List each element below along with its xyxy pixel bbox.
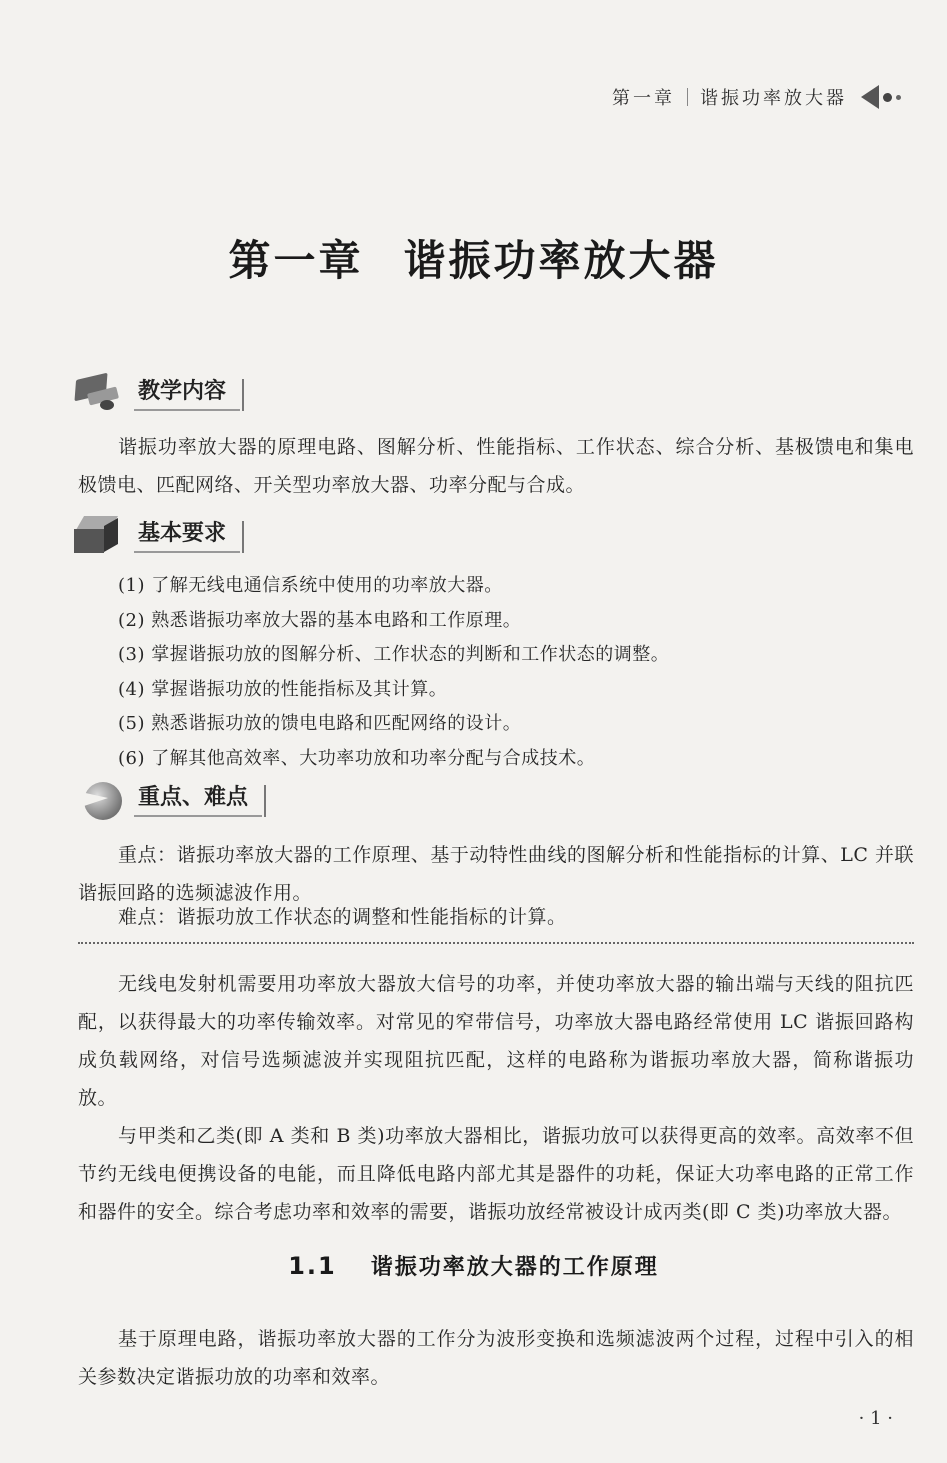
running-header-chapter: 第一章	[612, 88, 675, 109]
section-1-1-text: 基于原理电路，谐振功率放大器的工作分为波形变换和选频滤波两个过程，过程中引入的相关参数决定谐振功放的功率和效率。	[78, 1328, 914, 1388]
section-header-basic-requirements	[70, 510, 240, 560]
section-heading-1-1	[0, 1250, 947, 1281]
section-title: 谐振功率放大器的工作原理	[370, 1255, 659, 1280]
key-points-text: 重点：谐振功率放大器的工作原理、基于动特性曲线的图解分析和性能指标的计算、LC 并联谐振回路的选频滤波作用。	[78, 844, 914, 904]
list-item: (2) 熟悉谐振功率放大器的基本电路和工作原理。	[118, 609, 522, 631]
section-label-teaching-content: 教学内容	[134, 375, 240, 411]
list-item: (6) 了解其他高效率、大功率功放和功率分配与合成技术。	[118, 747, 596, 769]
section-number: 1.1	[288, 1252, 337, 1280]
difficult-points-text: 难点：谐振功放工作状态的调整和性能指标的计算。	[118, 906, 567, 928]
list-item: (1) 了解无线电通信系统中使用的功率放大器。	[118, 575, 503, 596]
section-label-key-points: 重点、难点	[134, 781, 262, 817]
ball-icon	[70, 776, 126, 822]
body-paragraph-2: 与甲类和乙类(即 A 类和 B 类)功率放大器相比，谐振功放可以获得更高的效率。高效率不但节约无线电便携设备的电能，而且降低电路内部尤其是器件的功耗，保证大功率电路的正常工作和器件的安全。综合考虑功率和效率的需要，谐振功放经常被设计成丙类(即 C 类)功率放大器。	[78, 1125, 914, 1223]
chapter-number: 第一章	[228, 236, 364, 285]
chapter-title	[0, 228, 947, 288]
header-ornament-icon	[861, 82, 907, 112]
requirements-list	[118, 569, 669, 776]
running-header-title: 谐振功率放大器	[700, 88, 847, 109]
list-item: (5) 熟悉谐振功放的馈电电路和匹配网络的设计。	[118, 713, 522, 734]
section-header-key-points	[70, 774, 262, 824]
teaching-content-text: 谐振功率放大器的原理电路、图解分析、性能指标、工作状态、综合分析、基极馈电和集电极馈电、匹配网络、开关型功率放大器、功率分配与合成。	[78, 436, 914, 496]
section-label-basic-requirements: 基本要求	[134, 517, 240, 553]
body-paragraph-1: 无线电发射机需要用功率放大器放大信号的功率，并使功率放大器的输出端与天线的阻抗匹配，以获得最大的功率传输效率。对常见的窄带信号，功率放大器电路经常使用 LC 谐振回路构成负载网络，对信号选频滤波并实现阻抗匹配，这样的电路称为谐振功率放大器，简称谐振功放。	[78, 973, 914, 1109]
running-header	[612, 80, 907, 114]
section-divider	[78, 942, 914, 944]
chapter-name: 谐振功率放大器	[403, 236, 719, 285]
list-item: (3) 掌握谐振功放的图解分析、工作状态的判断和工作状态的调整。	[118, 644, 670, 665]
list-item: (4) 掌握谐振功放的性能指标及其计算。	[118, 678, 448, 700]
cube-icon	[70, 512, 126, 558]
page-number: · 1 ·	[858, 1408, 893, 1429]
section-header-teaching-content	[70, 368, 240, 418]
running-header-separator	[687, 88, 688, 106]
book-icon	[70, 370, 126, 416]
